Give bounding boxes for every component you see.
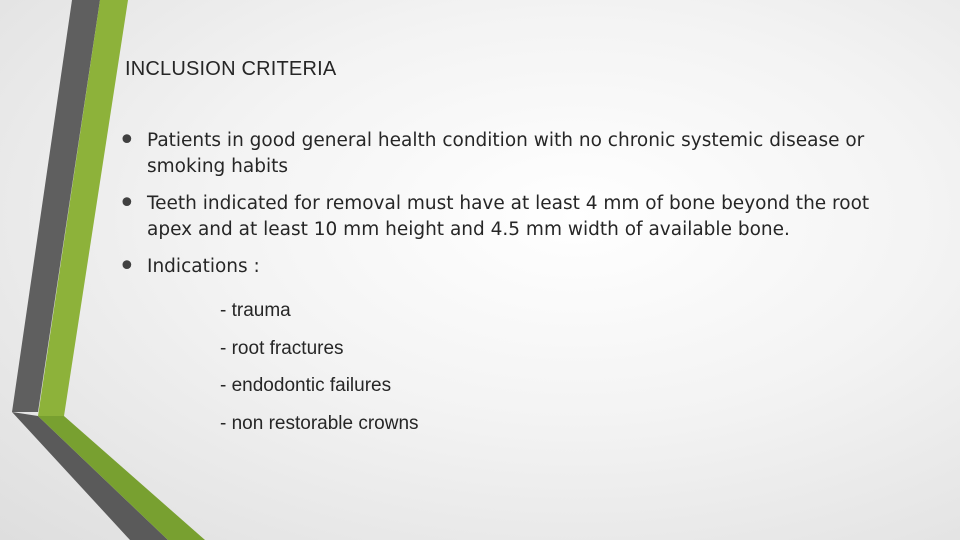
indication-item: - non restorable crowns [220, 412, 419, 434]
bullet-item [118, 249, 908, 284]
bullet-item [118, 186, 908, 243]
slide-title: INCLUSION CRITERIA [125, 58, 337, 80]
gray-bottom-bar [12, 412, 168, 540]
indication-item: - endodontic failures [220, 375, 392, 396]
bullet-item [118, 123, 908, 180]
bullet-text: Teeth indicated for removal must have at least 4 mm of bone beyond the root apex and at least 10 mm height and 4.5 mm width of available bone. [147, 193, 870, 240]
indication-item: - trauma [220, 300, 291, 321]
bullet-dot-icon: • [118, 249, 136, 284]
bullet-text: Indications : [147, 256, 260, 277]
indications-list [220, 296, 419, 446]
bullet-dot-icon: • [118, 123, 136, 158]
bullet-list [118, 123, 908, 291]
bullet-text: Patients in good general health condition with no chronic systemic disease or smoking habits [147, 130, 865, 177]
indication-item: - root fractures [220, 337, 344, 359]
bullet-dot-icon: • [118, 186, 136, 221]
